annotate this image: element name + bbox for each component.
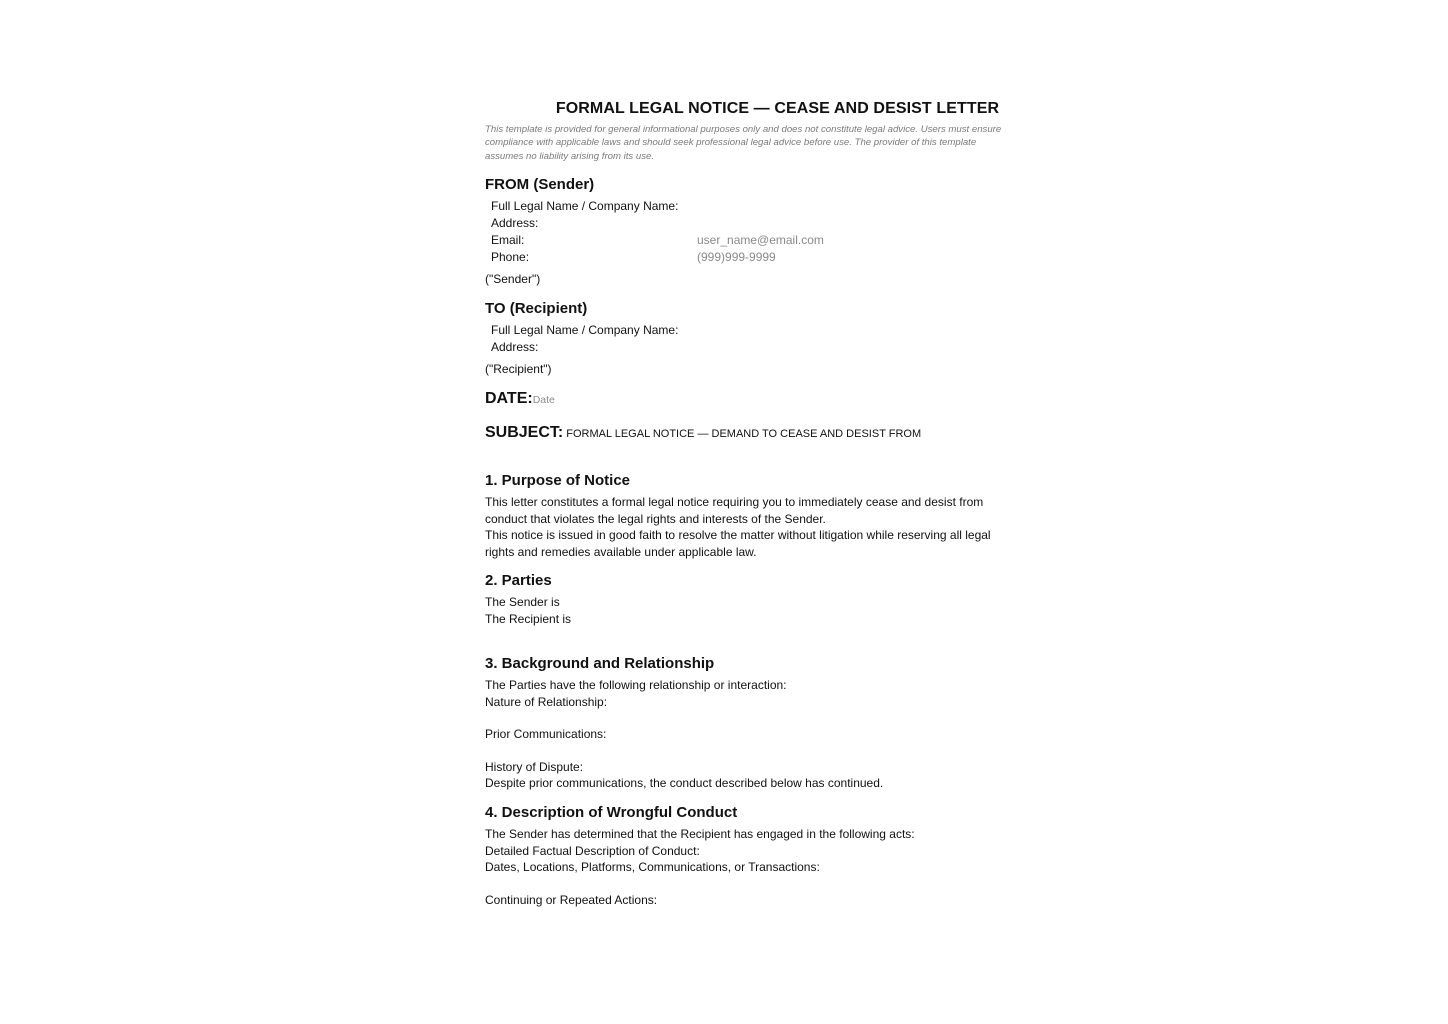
background-line-1: The Parties have the following relationship or interaction: [485,678,787,692]
wrongful-conduct-section [485,804,1010,908]
wrongful-conduct-heading: 4. Description of Wrongful Conduct [485,804,738,821]
sender-email-row [491,232,1010,249]
letter-body [485,98,1010,907]
sender-address-label: Address: [491,216,539,230]
sender-phone-row [491,249,1010,266]
recipient-name-label: Full Legal Name / Company Name: [491,323,679,337]
background-history-label: History of Dispute: [485,759,584,774]
parties-heading: 2. Parties [485,572,552,589]
subject-label: SUBJECT: [485,424,564,441]
background-prior-label: Prior Communications: [485,727,607,741]
parties-section [485,572,1010,627]
recipient-address-row [491,339,1010,356]
wrongful-continuing-label: Continuing or Repeated Actions: [485,892,658,907]
sender-phone-label: Phone: [491,250,530,264]
recipient-name-row [491,322,1010,339]
purpose-heading: 1. Purpose of Notice [485,472,631,489]
purpose-paragraph-1: This letter constitutes a formal legal notice requiring you to immediately cease and desist from conduct that violates the legal rights and interests of the Sender. [485,495,984,526]
parties-sender-line: The Sender is [485,595,560,609]
to-heading: TO (Recipient) [485,300,588,317]
sender-phone-value[interactable]: (999)999-9999 [697,250,776,264]
recipient-tag: ("Recipient") [485,362,552,376]
sender-tag: ("Sender") [485,272,541,286]
subject-value: FORMAL LEGAL NOTICE — DEMAND TO CEASE AND DESIST FROM [566,428,922,440]
recipient-address-label: Address: [491,340,539,354]
document-title: FORMAL LEGAL NOTICE — CEASE AND DESIST LETTER [555,100,1000,117]
sender-address-row [491,215,1010,232]
background-section [485,655,1010,792]
wrongful-dates-label: Dates, Locations, Platforms, Communications, or Transactions: [485,860,820,874]
sender-email-label: Email: [491,233,525,247]
date-label: DATE: [485,390,533,407]
purpose-paragraph-2: This notice is issued in good faith to resolve the matter without litigation while reserving all legal rights and remedies available under applicable law. [485,528,991,559]
sender-fields [491,198,1010,266]
sender-name-row [491,198,1010,215]
purpose-section [485,472,1010,560]
background-heading: 3. Background and Relationship [485,655,715,672]
disclaimer-text: This template is provided for general informational purposes only and does not constitute legal advice. Users must ensure compliance with applicable laws and should seek professional legal advice before use. The provider of this template assumes no liability arising from its use. [485,124,1002,162]
background-nature-label: Nature of Relationship: [485,694,608,709]
from-section [485,176,1010,287]
parties-recipient-line: The Recipient is [485,611,572,626]
recipient-fields [491,322,1010,356]
to-section [485,300,1010,377]
background-line-5: Despite prior communications, the conduct described below has continued. [485,776,884,790]
date-line [485,390,1010,408]
wrongful-line-1: The Sender has determined that the Recipient has engaged in the following acts: [485,827,915,841]
from-heading: FROM (Sender) [485,176,595,193]
sender-name-label: Full Legal Name / Company Name: [491,199,679,213]
subject-line [485,424,1010,442]
date-value[interactable]: Date [532,394,555,406]
wrongful-detail-label: Detailed Factual Description of Conduct: [485,843,700,858]
sender-email-value[interactable]: user_name@email.com [697,233,824,247]
